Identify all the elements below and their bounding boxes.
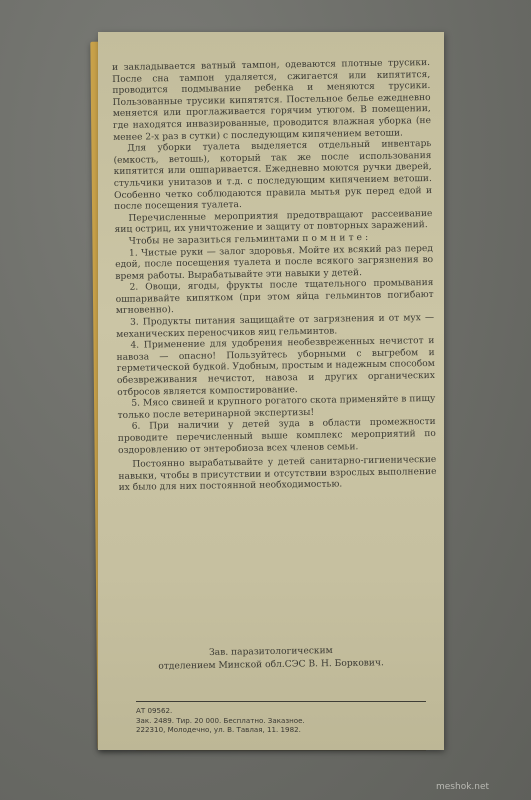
leaflet-body-text xyxy=(112,58,437,495)
rule-item-1: 1. Чистые руки — залог здоровья. Мойте их всякий раз перед едой, после посещения туалета и после всякого загрязнения во время работы. Вырабатывайте эти навыки у детей. xyxy=(115,243,434,282)
rule-item-6: 6. При наличии у детей зуда в области промежности проводите перечисленный выше комплекс мероприятий по оздоровлению от энтеробиоза всех членов семьи. xyxy=(117,417,436,456)
rule-item-4: 4. Применение для удобрения необезвреженных нечистот и навоза — опасно! Пользуйтесь уборными с выгребом и герметической будкой. Удобным, простым и надежным способом обезвреживания нечистот, навоза и других органических отбросов является компостирование. xyxy=(116,336,436,398)
imprint-bottom-divider xyxy=(136,750,426,751)
imprint-line-2: Зак. 2489. Тир. 20 000. Бесплатно. Заказное. xyxy=(136,715,305,725)
signature-line-2: отделением Минской обл.СЭС В. Н. Боркович. xyxy=(158,657,384,672)
paragraph-toilet-cleaning: Для уборки туалета выделяется отдельный инвентарь (емкость, ветошь), который так же после использования кипятится или ошпаривается. Ежедневно моются ручки дверей, стульчики унитазов и т.д. с последующим кипячением ветоши. Особенно четко соблюдаются правила мытья рук перед едой и после посещения туалета. xyxy=(113,139,433,213)
paragraph-remember-heading: Чтобы не заразиться гельминтами п о м н и т е : xyxy=(128,232,369,247)
rule-item-3: 3. Продукты питания защищайте от загрязнения и от мух — механических переносчиков яиц гельминтов. xyxy=(116,313,435,340)
rule-item-2: 2. Овощи, ягоды, фрукты после тщательного промывания ошпаривайте кипятком (при этом яйца гельминтов погибают мгновенно). xyxy=(115,278,434,317)
signature-line-1: Зав. паразитологическим xyxy=(209,646,333,658)
rule-item-5: 5. Мясо свиней и крупного рогатого скота применяйте в пищу только после ветеринарной экспертизы! xyxy=(117,394,436,421)
imprint-top-divider xyxy=(136,701,426,702)
paragraph-pinworm-care: и закладывается ватный тампон, одеваются плотные трусики. После сна тампон удаляется, сжигается или кипятится, проводится подмывание ребенка и меняются трусики. Пользованные трусики кипятятся. Постельное белье ежедневно меняется или проглаживается горячим утюгом. В помещении, где находятся инвазированные, проводится влажная уборка (не менее 2-х раз в сутки) с последующим кипячением ветоши. xyxy=(112,58,432,143)
author-signature xyxy=(112,644,430,674)
paragraph-closing-advice: Постоянно вырабатывайте у детей санитарно-гигиенические навыки, чтобы в присутствии и отсутствии взрослых выполнение их было для них постоянной необходимостью. xyxy=(118,455,437,494)
print-imprint xyxy=(136,706,426,735)
paragraph-measures-summary: Перечисленные мероприятия предотвращают рассеивание яиц остриц, их уничтожение и защиту от повторных заражений. xyxy=(114,208,433,236)
imprint-line-1: АТ 09562. xyxy=(136,706,173,715)
leaflet-page xyxy=(98,32,444,750)
watermark-text: meshok.net xyxy=(436,782,490,792)
imprint-line-3: 222310, Молодечно, ул. В. Тавлая, 11. 1982. xyxy=(136,725,301,735)
